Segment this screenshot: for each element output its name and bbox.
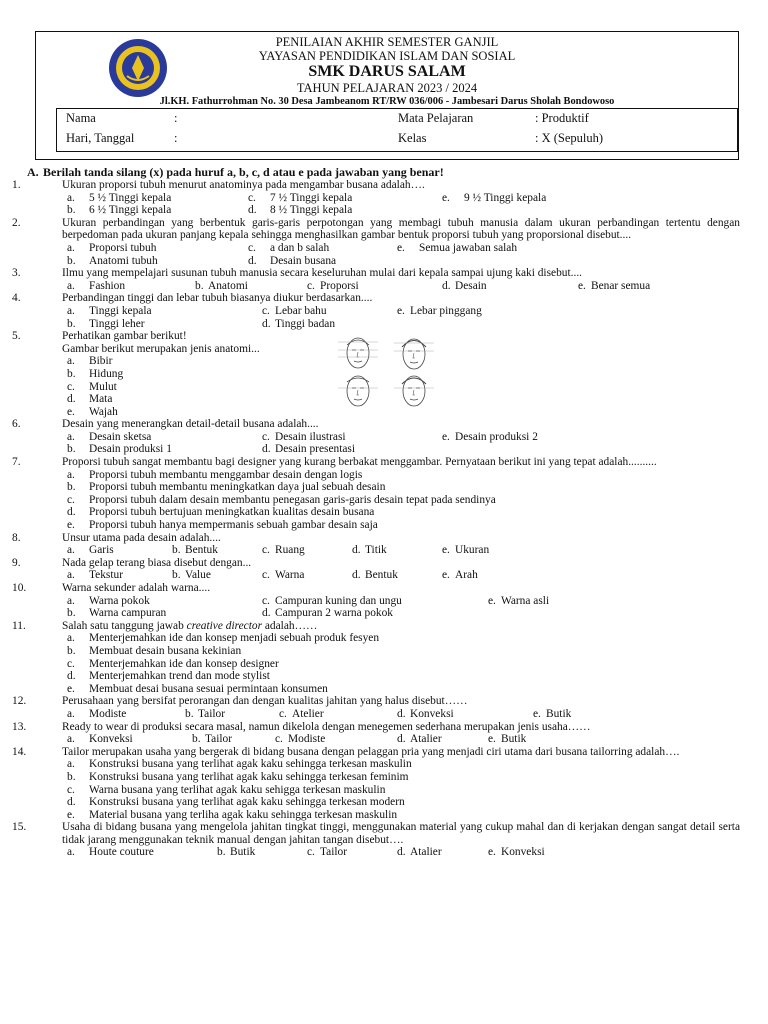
option-d[interactable]: d. Konveksi [397,707,454,720]
option-d[interactable]: d. Desain presentasi [262,443,356,456]
question-number: 8. [12,531,21,544]
question-text: Ukuran perbandingan yang berbentuk garis-garis perpotongan yang membagi tubuh manusia dalam ukuran perbandingan tertentu dengan berpedoman pada ukuran panjang kepala sehingga menghasilkan gambar bentuk proporsi tubuh yang proporsional disebut.... [62,216,740,242]
section-letter: A. [27,165,39,179]
question-15 [12,821,740,859]
option-c[interactable]: c. Menterjemahkan ide dan konsep designer [67,657,279,670]
option-d[interactable]: d. 8 ½ Tinggi kepala [248,204,353,217]
option-a[interactable]: a. Menterjemahkan ide dan konsep menjadi sebuah produk fesyen [67,632,380,645]
question-9 [12,557,740,582]
option-e[interactable]: e. 9 ½ Tinggi kepala [442,191,547,204]
question-text: Perbandingan tinggi dan lebar tubuh biasanya diukur berdasarkan.... [62,292,373,305]
question-text: Unsur utama pada desain adalah.... [62,531,221,544]
option-e[interactable]: e. Ukuran [442,544,490,557]
question-text: Ready to wear di produksi secara masal, namun dikelola dengan menegemen sederhana merupakan jenis usaha…… [62,720,591,733]
question-8 [12,532,740,557]
option-e[interactable]: e. Butik [533,707,572,720]
question-text: Nada gelap terang biasa disebut dengan... [62,556,252,569]
option-d[interactable]: d. Desain busana [248,254,337,267]
face-sketch-icon [393,373,435,409]
question-2 [12,217,740,267]
question-number: 11. [12,619,26,632]
question-number: 15. [12,821,27,834]
option-e[interactable]: e. Lebar pinggang [397,304,482,317]
face-sketch-icon [337,373,379,409]
option-d[interactable]: d. Campuran 2 warna pokok [262,607,393,620]
option-a[interactable]: a. Konstruksi busana yang terlihat agak kaku sehingga terkesan maskulin [67,758,412,771]
option-e[interactable]: e. Warna asli [488,594,550,607]
option-c[interactable]: c. Mulut [67,380,117,393]
option-d[interactable]: d. Menterjemahkan trend dan mode stylist [67,670,270,683]
question-number: 9. [12,556,21,569]
section-instruction [12,166,740,179]
option-a[interactable]: a. Proporsi tubuh [67,241,157,254]
option-c[interactable]: c. Desain ilustrasi [262,430,346,443]
question-14 [12,746,740,822]
question-3 [12,267,740,292]
option-a[interactable]: a. Desain sketsa [67,430,152,443]
school-name: SMK DARUS SALAM [308,63,466,80]
option-e[interactable]: e. Butik [488,733,527,746]
nama-label: Nama [66,111,96,125]
option-e[interactable]: e. Arah [442,569,478,582]
option-b[interactable]: b. Tailor [185,707,226,720]
kelas-label: Kelas [398,131,427,145]
option-b[interactable]: b. Hidung [67,367,124,380]
school-address: Jl.KH. Fathurrohman No. 30 Desa Jambeanom RT/RW 036/006 - Jambesari Darus Sholah Bondowoso [159,96,615,107]
question-12 [12,695,740,720]
option-b[interactable]: b. Warna campuran [67,607,167,620]
option-d[interactable]: d. Titik [352,544,387,557]
option-d[interactable]: d. Bentuk [352,569,398,582]
school-year: TAHUN PELAJARAN 2023 / 2024 [296,81,478,95]
option-d[interactable]: d. Desain [442,279,487,292]
nama-separator[interactable]: : [174,111,178,125]
question-text: Perhatikan gambar berikut! [62,330,187,343]
option-d[interactable]: d. Atalier [397,733,442,746]
student-identity-box [56,108,738,152]
question-text: Warna sekunder adalah warna.... [62,582,211,594]
option-d[interactable]: d. Konstruksi busana yang terlihat agak kaku sehingga terkesan modern [67,796,405,809]
mata-pelajaran-value: : Produktif [535,111,589,125]
hari-tanggal-label: Hari, Tanggal [66,131,135,145]
mata-pelajaran-label: Mata Pelajaran [398,111,474,125]
question-number: 14. [12,745,27,758]
option-a[interactable]: a. Warna pokok [67,594,150,607]
question-text: Ilmu yang mempelajari susunan tubuh manusia secara keseluruhan mulai dari kepala sampai ujung kaki disebut.... [62,267,583,280]
question-number: 5. [12,330,21,343]
question-text: Ukuran proporsi tubuh menurut anatominya pada mengambar busana adalah…. [62,179,425,191]
option-a[interactable]: a. Tinggi kepala [67,304,152,317]
question-7 [12,456,740,532]
option-a[interactable]: a. Modiste [67,707,127,720]
question-10 [12,582,740,620]
option-e[interactable]: e. Benar semua [578,279,651,292]
option-c[interactable]: c. Proporsi [307,279,359,292]
option-c[interactable]: c. Lebar bahu [262,304,327,317]
option-e[interactable]: e. Semua jawaban salah [397,241,518,254]
question-list [12,166,740,859]
option-c[interactable]: c. Ruang [262,544,305,557]
face-sketch-grid [337,335,447,413]
option-c[interactable]: c. Modiste [275,733,326,746]
option-a[interactable]: a. 5 ½ Tinggi kepala [67,191,172,204]
question-6 [12,418,740,456]
option-c[interactable]: c. Warna [262,569,305,582]
option-a[interactable]: a. Garis [67,544,114,557]
option-a[interactable]: a. Fashion [67,279,126,292]
question-11 [12,620,740,696]
kelas-value: : X (Sepuluh) [535,131,604,145]
option-e[interactable]: e. Proporsi tubuh hanya mempermanis sebuah gambar desain saja [67,519,378,532]
question-number: 13. [12,720,27,733]
option-c[interactable]: c. a dan b salah [248,241,330,254]
question-4 [12,292,740,330]
option-e[interactable]: e. Desain produksi 2 [442,430,538,443]
option-b[interactable]: b. 6 ½ Tinggi kepala [67,204,172,217]
question-subtext: Gambar berikut merupakan jenis anatomi... [62,342,260,355]
option-e[interactable]: e. Wajah [67,405,118,418]
option-b[interactable]: b. Anatomi tubuh [67,254,158,267]
question-5 [12,330,740,418]
option-b[interactable]: b. Tinggi leher [67,317,145,330]
option-b[interactable]: b. Value [172,569,211,582]
option-c[interactable]: c. Warna busana yang terlihat agak kaku sehigga terkesan maskulin [67,783,386,796]
foundation-name: YAYASAN PENDIDIKAN ISLAM DAN SOSIAL [258,49,516,63]
option-b[interactable]: b. Bentuk [172,544,218,557]
question-number: 7. [12,456,21,469]
option-e[interactable]: e. Membuat desai busana sesuai permintaan konsumen [67,682,328,695]
hari-tanggal-separator[interactable]: : [174,131,178,145]
question-text: Tailor merupakan usaha yang bergerak di bidang busana dengan pelaggan pria yang menjadi ciri utama dari busana tailorring adalah…. [62,745,680,758]
option-c[interactable]: c. Campuran kuning dan ungu [262,594,402,607]
option-d[interactable]: d. Atalier [397,846,442,859]
question-number: 1. [12,179,21,191]
option-a[interactable]: a. Tekstur [67,569,123,582]
question-text: Perusahaan yang bersifat perorangan dan dengan kualitas jahitan yang halus disebut…… [62,695,468,708]
option-e[interactable]: e. Konveksi [488,846,545,859]
option-b[interactable]: b. Desain produksi 1 [67,443,172,456]
option-a[interactable]: a. Houte couture [67,846,154,859]
face-sketch-icon [337,335,379,371]
question-1 [12,179,740,217]
option-c[interactable]: c. Proporsi tubuh dalam desain membantu penegasan garis-garis desain tepat pada sendinya [67,493,496,506]
option-b[interactable]: b. Konstruksi busana yang terlihat agak kaku sehingga terkesan feminim [67,770,409,783]
option-b[interactable]: b. Membuat desain busana kekinian [67,644,242,657]
exam-header [35,31,739,160]
option-b[interactable]: b. Proporsi tubuh membantu meningkatkan daya jual sebuah desain [67,481,386,494]
option-a[interactable]: a. Konveksi [67,733,133,746]
question-number: 12. [12,695,27,708]
question-text: Usaha di bidang busana yang mengelola jahitan tingkat tinggi, menggunakan material yang cukup mahal dan di kerjakan dengan sangat detail serta tidak jarang menggunakan teknik manual dengan jahitan tangan disebut…. [62,821,740,846]
question-13 [12,721,740,746]
question-number: 6. [12,418,21,431]
option-d[interactable]: d. Tinggi badan [262,317,336,330]
option-d[interactable]: d. Mata [67,393,113,406]
exam-title: PENILAIAN AKHIR SEMESTER GANJIL [275,35,499,49]
option-a[interactable]: a. Proporsi tubuh membantu menggambar desain dengan logis [67,468,363,481]
question-text: Salah satu tanggung jawab creative director adalah…… [62,619,318,632]
face-sketch-icon [393,335,435,371]
section-instruction-text: Berilah tanda silang (x) pada huruf a, b, c, d atau e pada jawaban yang benar! [43,165,444,179]
option-b[interactable]: b. Butik [217,846,256,859]
option-e[interactable]: e. Material busana yang terliha agak kaku sehingga terkesan maskulin [67,808,398,821]
question-number: 2. [12,216,21,229]
question-number: 4. [12,292,21,305]
question-number: 10. [12,582,27,594]
option-d[interactable]: d. Proporsi tubuh bertujuan meningkatkan kualitas desain busana [67,506,375,519]
option-a[interactable]: a. Bibir [67,355,113,368]
question-number: 3. [12,267,21,280]
question-text: Desain yang menerangkan detail-detail busana adalah.... [62,418,319,431]
option-c[interactable]: c. Atelier [279,707,324,720]
option-c[interactable]: c. Tailor [307,846,348,859]
question-text: Proporsi tubuh sangat membantu bagi designer yang kurang berbakat menggambar. Pernyataan berikut ini yang tepat adalah.......... [62,456,657,469]
option-c[interactable]: c. 7 ½ Tinggi kepala [248,191,353,204]
option-b[interactable]: b. Tailor [192,733,233,746]
option-b[interactable]: b. Anatomi [195,279,248,292]
